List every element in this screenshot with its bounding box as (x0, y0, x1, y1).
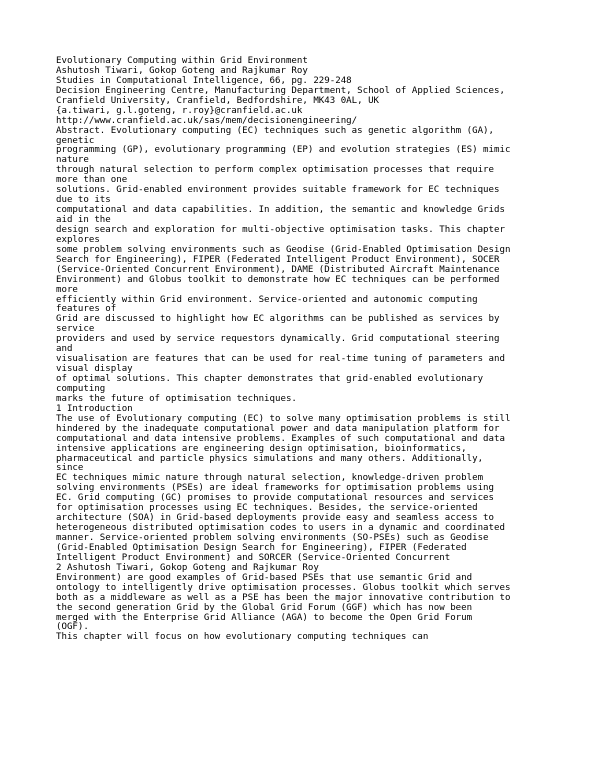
text-line: visual display (56, 364, 133, 375)
text-line: ontology to intelligently drive optimisation processes. Globus toolkit which serves (56, 582, 511, 593)
text-line: http://www.cranfield.ac.uk/sas/mem/decisionengineering/ (56, 115, 358, 126)
text-line: aid in the (56, 215, 111, 225)
text-line: programming (GP), evolutionary programming (EP) and evolution strategies (ES) mimic (56, 145, 511, 156)
text-line: marks the future of optimisation techniques. (56, 393, 297, 404)
text-line: heterogeneous distributed optimisation codes to users in a dynamic and coordinated (56, 523, 505, 534)
text-line: This chapter will focus on how evolutionary computing techniques can (56, 632, 429, 643)
text-line: nature (56, 155, 89, 166)
text-line: Studies in Computational Intelligence, 66, pg. 229-248 (56, 75, 352, 86)
text-line: EC. Grid computing (GC) promises to provide computational resources and services (56, 493, 494, 504)
text-line: manner. Service-oriented problem solving environments (SO-PSEs) such as Geodise (56, 533, 489, 543)
text-line: some problem solving environments such as Geodise (Grid-Enabled Optimisation Design (56, 244, 511, 255)
text-line: more than one (56, 175, 128, 186)
text-line: of optimal solutions. This chapter demonstrates that grid-enabled evolutionary (56, 374, 484, 384)
text-line: EC techniques mimic nature through natural selection, knowledge-driven problem (56, 473, 484, 484)
text-line: explores (56, 234, 100, 245)
text-line: through natural selection to perform complex optimisation processes that require (56, 165, 494, 176)
text-line: pharmaceutical and particle physics simulations and many others. Additionally, (56, 453, 484, 464)
text-line: visualisation are features that can be used for real-time tuning of parameters and (56, 354, 505, 365)
text-line: (Grid-Enabled Optimisation Design Search for Engineering), FIPER (Federated (56, 542, 467, 553)
text-line: (Service-Oriented Concurrent Environment), DAME (Distributed Aircraft Maintenance (56, 264, 500, 275)
text-line: Environment) and Globus toolkit to demonstrate how EC techniques can be performed (56, 274, 500, 285)
text-line: solving environments (PSEs) are ideal frameworks for optimisation problems using (56, 483, 494, 494)
text-line: service (56, 324, 95, 335)
text-line: 2 Ashutosh Tiwari, Gokop Goteng and Rajkumar Roy (56, 562, 319, 573)
text-line: Decision Engineering Centre, Manufacturing Department, School of Applied Sciences, (56, 85, 505, 96)
text-line: Ashutosh Tiwari, Gokop Goteng and Rajkumar Roy (56, 65, 308, 76)
text-line: 1 Introduction (56, 403, 133, 414)
text-line: the second generation Grid by the Global Grid Forum (GGF) which has now been (56, 602, 473, 613)
text-line: (OGF). (56, 622, 89, 633)
text-line: computational and data intensive problems. Examples of such computational and data (56, 433, 505, 444)
text-line: due to its (56, 195, 111, 206)
text-line: computational and data capabilities. In addition, the semantic and knowledge Grids (56, 205, 505, 216)
text-line: Abstract. Evolutionary computing (EC) techniques such as genetic algorithm (GA), (56, 125, 494, 136)
text-line: for optimisation processes using EC techniques. Besides, the service-oriented (56, 503, 478, 514)
text-line: since (56, 463, 84, 474)
text-line: features of (56, 304, 117, 315)
text-line: Search for Engineering), FIPER (Federated Intelligent Product Environment), SOCER (56, 254, 500, 265)
document-page (56, 57, 600, 643)
text-line: Intelligent Product Environment) and SORCER (Service-Oriented Concurrent (56, 552, 451, 563)
text-line: solutions. Grid-enabled environment provides suitable framework for EC techniques (56, 185, 500, 196)
text-line: {a.tiwari, g.l.goteng, r.roy}@cranfield.ac.uk (56, 105, 303, 116)
text-line: efficiently within Grid environment. Service-oriented and autonomic computing (56, 294, 478, 305)
text-line: more (56, 284, 78, 295)
text-line: Evolutionary Computing within Grid Environment (56, 56, 308, 66)
text-line: architecture (SOA) in Grid-based deployments provide easy and seamless access to (56, 513, 494, 524)
text-line: genetic (56, 135, 95, 146)
text-line: The use of Evolutionary computing (EC) to solve many optimisation problems is still (56, 413, 511, 424)
text-line: merged with the Enterprise Grid Alliance (AGA) to become the Open Grid Forum (56, 612, 473, 623)
text-line: hindered by the inadequate computational power and data manipulation platform for (56, 423, 500, 434)
text-line: providers and used by service requestors dynamically. Grid computational steering (56, 334, 500, 345)
text-line: design search and exploration for multi-objective optimisation tasks. This chapter (56, 224, 505, 235)
text-line: and (56, 344, 73, 355)
text-line: both as a middleware as well as a PSE has been the major innovative contribution to (56, 592, 511, 603)
text-line: Environment) are good examples of Grid-based PSEs that use semantic Grid and (56, 572, 473, 583)
text-line: Cranfield University, Cranfield, Bedfordshire, MK43 0AL, UK (56, 95, 380, 106)
text-line: intensive applications are engineering design optimisation, bioinformatics, (56, 443, 467, 454)
text-line: Grid are discussed to highlight how EC algorithms can be published as services by (56, 314, 500, 325)
text-line: computing (56, 383, 106, 394)
